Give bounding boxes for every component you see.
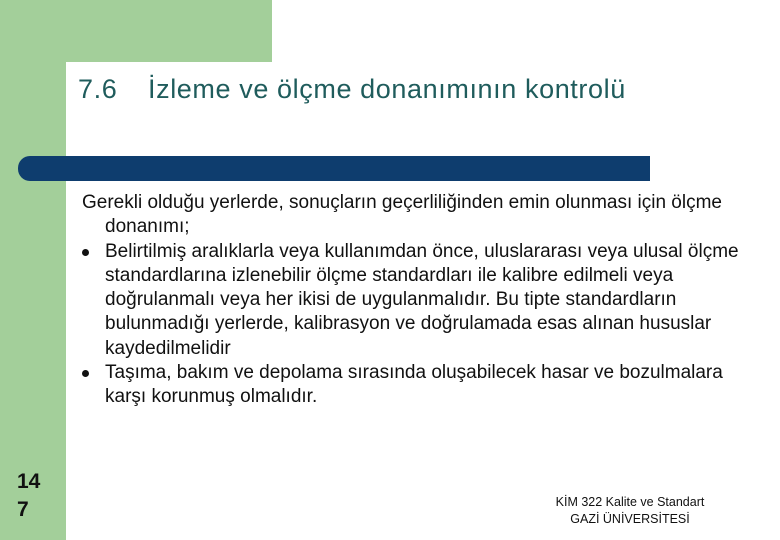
- page-number: [17, 468, 40, 524]
- slide-body: [82, 191, 742, 410]
- section-number: 7.6: [78, 74, 118, 104]
- bullet-icon: [82, 249, 89, 256]
- footer-course: KİM 322 Kalite ve Standart: [555, 495, 705, 509]
- title-text: İzleme ve ölçme donanımının kontrolü: [148, 74, 626, 104]
- list-item: [82, 361, 742, 410]
- list-item: [82, 240, 742, 361]
- page-number-line-2: 7: [17, 498, 29, 521]
- decorative-green-side-strip: [0, 0, 66, 540]
- page-number-line-1: 14: [17, 470, 41, 493]
- intro-paragraph: Gerekli olduğu yerlerde, sonuçların geçerliliğinden emin olunması için ölçme donanımı;: [82, 192, 722, 238]
- bullet-list: [82, 240, 742, 410]
- bullet-icon: [82, 370, 89, 377]
- title-divider-bar: [18, 156, 650, 181]
- bullet-text: Taşıma, bakım ve depolama sırasında oluşabilecek hasar ve bozulmalara karşı korunmuş olmalıdır.: [105, 362, 723, 408]
- footer-university: GAZİ ÜNİVERSİTESİ: [570, 511, 690, 526]
- slide-footer: [520, 494, 740, 527]
- slide-title: [78, 74, 626, 105]
- bullet-text: Belirtilmiş aralıklarla veya kullanımdan önce, uluslararası veya ulusal ölçme standardlarına izlenebilir ölçme standardları ile kalibre edilmeli veya doğrulanmalı veya her ikisi de uygulanmalıdır. Bu tipte standardların bulunmadığı yerlerde, kalibrasyon ve doğrulamada esas alınan hususlar kaydedilmelidir: [105, 240, 739, 359]
